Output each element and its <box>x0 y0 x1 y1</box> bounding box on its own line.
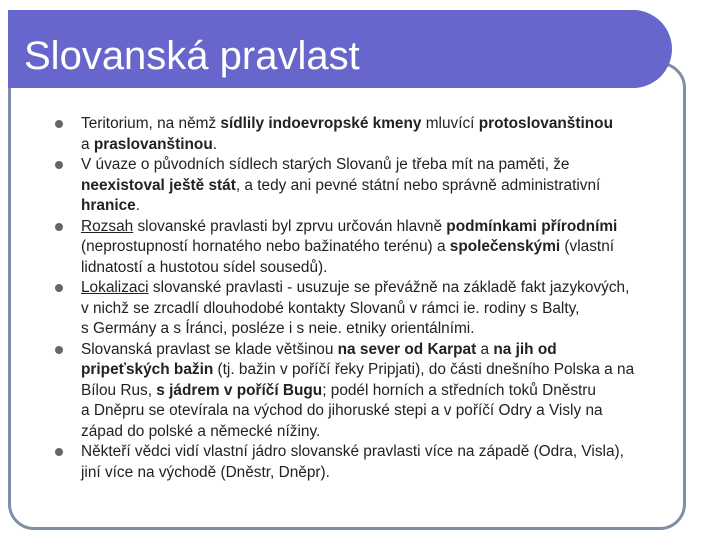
bullet-icon <box>55 120 63 128</box>
bullet-text: Lokalizaci slovanské pravlasti - usuzuje se převážně na základě fakt jazykových, v nichž se zrcadlí dlouhodobé kontakty Slovanů v rámci ie. rodiny s Balty, s Germány a s Íránci, posléze i s neie. etniky orientálními. <box>81 279 630 337</box>
bullet-icon <box>55 284 63 292</box>
bullet-text: V úvaze o původních sídlech starých Slovanů je třeba mít na paměti, že neexistoval ještě stát, a tedy ani pevné státní nebo správně administrativní hranice. <box>81 156 601 214</box>
bullet-text: Slovanská pravlast se klade většinou na sever od Karpat a na jih od pripeťských bažin (tj. bažin v poříčí řeky Pripjati), do části dnešního Polska a na Bílou Rus, s jádrem v poříčí Bugu; podél horních a středních toků Dněstru a Dněpru se otevírala na východ do jihoruské stepi a v poříčí Odry a Visly na západ do polské a německé nížiny. <box>81 340 635 440</box>
bullet-icon <box>55 346 63 354</box>
bullet-icon <box>55 223 63 231</box>
list-item <box>54 278 666 340</box>
list-item <box>54 155 666 217</box>
bullet-icon <box>55 448 63 456</box>
bullet-icon <box>55 161 63 169</box>
list-item <box>54 114 666 155</box>
bullet-text: Někteří vědci vidí vlastní jádro slovanské pravlasti více na západě (Odra, Visla), jiní více na východě (Dněstr, Dněpr). <box>81 443 624 481</box>
bullet-text: Rozsah slovanské pravlasti byl zprvu určován hlavně podmínkami přírodními (neprostupností hornatého nebo bažinatého terénu) a společenskými (vlastní lidnatostí a hustotou sídel sousedů). <box>81 217 618 276</box>
slide-title: Slovanská pravlast <box>24 34 360 78</box>
list-item <box>54 340 666 443</box>
bullet-text: Teritorium, na němž sídlily indoevropské kmeny mluvící protoslovanštinou a praslovanštinou. <box>81 115 613 153</box>
list-item <box>54 217 666 279</box>
list-item <box>54 442 666 483</box>
bullet-list <box>54 114 666 483</box>
